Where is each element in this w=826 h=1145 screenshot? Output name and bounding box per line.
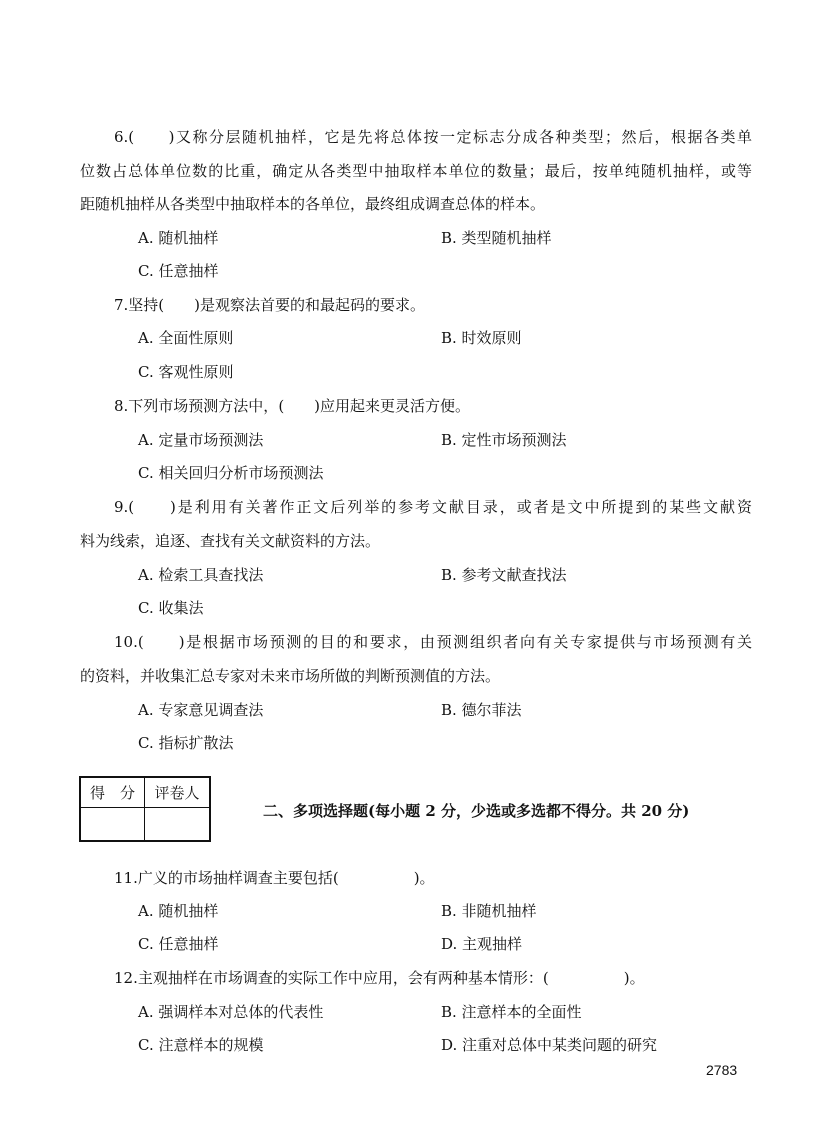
q6-option-a: A. 随机抽样 xyxy=(138,229,219,247)
q12-option-d: D. 注重对总体中某类问题的研究 xyxy=(441,1036,658,1054)
q6-line2: 位数占总体单位数的比重，确定从各类型中抽取样本单位的数量；最后，按单纯随机抽样，或等 xyxy=(80,162,752,180)
score-table xyxy=(79,776,211,842)
q12-option-b: B. 注意样本的全面性 xyxy=(441,1003,582,1021)
q10-line2: 的资料，并收集汇总专家对未来市场所做的判断预测值的方法。 xyxy=(80,667,501,685)
q11-line1: 11.广义的市场抽样调查主要包括( )。 xyxy=(114,869,435,887)
q11-option-d: D. 主观抽样 xyxy=(441,935,523,953)
score-cell xyxy=(81,808,145,840)
q6-line1: 6.( )又称分层随机抽样，它是先将总体按一定标志分成各种类型；然后，根据各类单 xyxy=(114,128,752,146)
q11-option-a: A. 随机抽样 xyxy=(138,902,219,920)
q9-option-c: C. 收集法 xyxy=(138,599,204,617)
q8-option-c: C. 相关回归分析市场预测法 xyxy=(138,464,324,482)
q12-line1: 12.主观抽样在市场调查的实际工作中应用，会有两种基本情形：( )。 xyxy=(114,969,645,987)
q11-option-b: B. 非随机抽样 xyxy=(441,902,537,920)
q6-line3: 距随机抽样从各类型中抽取样本的各单位，最终组成调查总体的样本。 xyxy=(80,195,546,213)
q8-option-a: A. 定量市场预测法 xyxy=(138,431,264,449)
q12-option-a: A. 强调样本对总体的代表性 xyxy=(138,1003,324,1021)
q9-option-a: A. 检索工具查找法 xyxy=(138,566,264,584)
q9-option-b: B. 参考文献查找法 xyxy=(441,566,567,584)
q7-option-a: A. 全面性原则 xyxy=(138,329,234,347)
score-label: 得 分 xyxy=(81,778,145,808)
section-2-title: 二、多项选择题(每小题 2 分，少选或多选都不得分。共 20 分) xyxy=(263,802,690,820)
q10-line1: 10.( )是根据市场预测的目的和要求，由预测组织者向有关专家提供与市场预测有关 xyxy=(114,633,752,651)
q12-option-c: C. 注意样本的规模 xyxy=(138,1036,264,1054)
q7-option-c: C. 客观性原则 xyxy=(138,363,234,381)
q10-option-c: C. 指标扩散法 xyxy=(138,734,234,752)
q7-line1: 7.坚持( )是观察法首要的和最起码的要求。 xyxy=(114,296,426,314)
q8-option-b: B. 定性市场预测法 xyxy=(441,431,567,449)
q10-option-b: B. 德尔菲法 xyxy=(441,701,522,719)
q10-option-a: A. 专家意见调查法 xyxy=(138,701,264,719)
q6-option-b: B. 类型随机抽样 xyxy=(441,229,552,247)
q9-line2: 料为线索，追逐、查找有关文献资料的方法。 xyxy=(80,532,381,550)
page-number: 2783 xyxy=(706,1062,738,1078)
q9-line1: 9.( )是利用有关著作正文后列举的参考文献目录，或者是文中所提到的某些文献资 xyxy=(114,498,752,516)
grader-label: 评卷人 xyxy=(145,778,209,808)
grader-cell xyxy=(145,808,209,840)
q7-option-b: B. 时效原则 xyxy=(441,329,522,347)
q6-option-c: C. 任意抽样 xyxy=(138,262,219,280)
q8-line1: 8.下列市场预测方法中，( )应用起来更灵活方便。 xyxy=(114,397,471,415)
q11-option-c: C. 任意抽样 xyxy=(138,935,219,953)
